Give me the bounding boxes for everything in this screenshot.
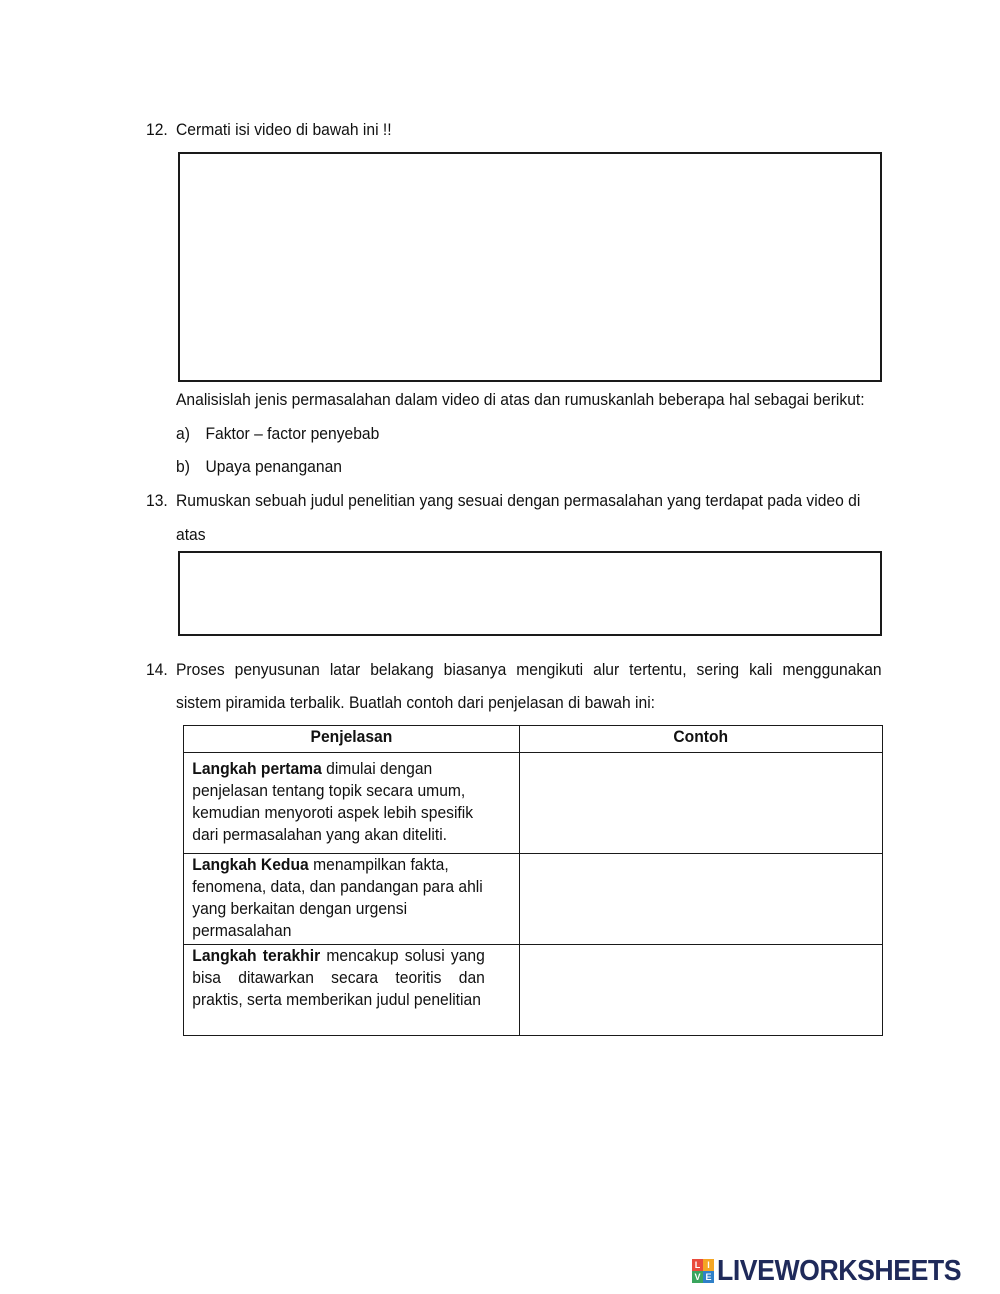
table-row [184, 945, 883, 1036]
answer-box-title[interactable] [178, 551, 882, 636]
item-b-marker: b) [176, 457, 190, 476]
table-row [184, 854, 883, 945]
liveworksheets-mark-icon: L I V E [692, 1259, 714, 1283]
question-12-item-b [176, 457, 342, 477]
question-14-line-2: sistem piramida terbalik. Buatlah contoh dari penjelasan di bawah ini: [176, 693, 656, 712]
explanation-table [183, 725, 883, 1036]
question-12-instruction: Analisislah jenis permasalahan dalam video di atas dan rumuskanlah beberapa hal sebagai berikut: [176, 390, 865, 409]
question-14-line-1: Proses penyusunan latar belakang biasanya mengikuti alur tertentu, sering kali menggunakan [176, 660, 882, 679]
question-13-number: 13. [146, 491, 168, 510]
question-13-line-2: atas [176, 525, 206, 544]
row-1-bold: Langkah pertama [192, 759, 322, 778]
row-2-example-cell[interactable] [520, 854, 883, 945]
question-12-number: 12. [146, 120, 168, 139]
video-placeholder[interactable] [178, 152, 882, 382]
header-penjelasan: Penjelasan [184, 726, 520, 753]
item-a-marker: a) [176, 424, 190, 443]
row-2-bold: Langkah Kedua [192, 855, 309, 874]
item-a-text: Faktor – factor penyebab [205, 424, 380, 443]
row-3-explanation [184, 945, 520, 1036]
table-row [184, 753, 883, 854]
question-14-number: 14. [146, 660, 168, 679]
row-2-explanation [184, 854, 520, 945]
item-b-text: Upaya penanganan [205, 457, 342, 476]
row-3-bold: Langkah terakhir [192, 946, 321, 965]
header-contoh: Contoh [520, 726, 883, 753]
row-3-rest: mencakup solusi yang bisa ditawarkan secara teoritis dan praktis, serta memberikan judul penelitian [192, 946, 485, 1009]
question-12-item-a [176, 424, 379, 444]
row-3-example-cell[interactable] [520, 945, 883, 1036]
row-1-example-cell[interactable] [520, 753, 883, 854]
question-12-prompt: Cermati isi video di bawah ini !! [176, 120, 392, 139]
liveworksheets-wordmark: LIVEWORKSHEETS [717, 1254, 962, 1287]
row-1-rest: dimulai dengan penjelasan tentang topik secara umum, kemudian menyoroti aspek lebih spesifik dari permasalahan yang akan diteliti. [192, 759, 474, 844]
row-2-rest: menampilkan fakta, fenomena, data, dan pandangan para ahli yang berkaitan dengan urgensi permasalahan [192, 855, 483, 940]
liveworksheets-logo [692, 1255, 992, 1287]
row-1-explanation [184, 753, 520, 854]
question-13-line-1: Rumuskan sebuah judul penelitian yang sesuai dengan permasalahan yang terdapat pada video di [176, 491, 861, 510]
